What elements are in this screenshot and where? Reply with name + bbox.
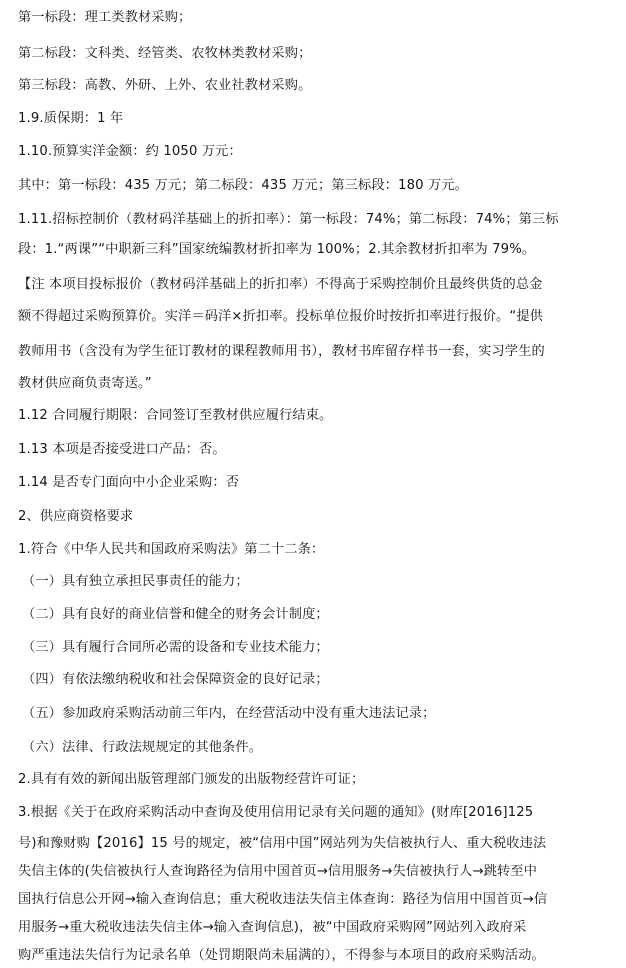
text-line: 失信主体的(失信被执行人查询路径为信用中国首页→信用服务→失信被执行人→跳转至中 [18,864,538,879]
text-line: 1.符合《中华人民共和国政府采购法》第二十二条： [18,542,325,557]
text-line: （二）具有良好的商业信誉和健全的财务会计制度； [22,607,329,622]
text-line: （三）具有履行合同所必需的设备和专业技术能力； [22,640,329,655]
text-line: （一）具有独立承担民事责任的能力； [22,574,249,589]
text-line: 额不得超过采购预算价。实洋＝码洋×折扣率。投标单位报价时按折扣率进行报价。“提供 [18,309,544,324]
text-line: 教师用书（含没有为学生征订教材的课程教师用书），教材书库留存样书一套，实习学生的 [18,344,545,359]
text-line: 1.14 是否专门面向中小企业采购：否 [18,475,240,490]
text-line: 用服务→重大税收违法失信主体→输入查询信息)，被“中国政府采购网”网站列入政府采 [18,920,527,935]
text-line: （四）有依法缴纳税收和社会保障资金的良好记录； [22,672,329,687]
text-line: 号)和豫财购【2016】15 号的规定，被“信用中国”网站列为失信被执行人、重大税收违法 [18,836,547,851]
text-line: 第三标段：高教、外研、上外、农业社教材采购。 [18,78,312,93]
text-line: 1.11.招标控制价（教材码洋基础上的折扣率）：第一标段：74%；第二标段：74%；第三标 [18,212,559,227]
text-line: 3.根据《关于在政府采购活动中查询及使用信用记录有关问题的通知》(财库[2016]125 [18,805,534,820]
text-line: 第二标段：文科类、经管类、农牧林类教材采购； [18,46,312,61]
text-line: 第一标段：理工类教材采购； [18,10,192,25]
text-line: 1.9.质保期：1 年 [18,111,124,126]
text-line: （六）法律、行政法规规定的其他条件。 [22,740,263,755]
text-line: 其中：第一标段：435 万元；第二标段：435 万元；第三标段：180 万元。 [18,178,468,193]
text-line: 2、供应商资格要求 [18,509,134,524]
text-line: 国执行信息公开网→输入查询信息；重大税收违法失信主体查询：路径为信用中国首页→信 [18,892,548,907]
text-line: 1.10.预算实洋金额：约 1050 万元： [18,144,242,159]
text-line: （五）参加政府采购活动前三年内，在经营活动中没有重大违法记录； [22,706,436,721]
text-line: 教材供应商负责寄送。” [18,376,152,391]
text-line: 【注 本项目投标报价（教材码洋基础上的折扣率）不得高于采购控制价且最终供货的总金 [18,277,543,292]
text-line: 购严重违法失信行为记录名单（处罚期限尚未届满的），不得参与本项目的政府采购活动。 [18,948,545,963]
text-line: 1.13 本项是否接受进口产品：否。 [18,442,226,457]
text-line: 2.具有有效的新闻出版管理部门颁发的出版物经营许可证； [18,772,365,787]
text-line: 1.12 合同履行期限：合同签订至教材供应履行结束。 [18,408,333,423]
text-line: 段：1.“两课”“中职新三科”国家统编教材折扣率为 100%；2.其余教材折扣率为 79%。 [18,242,536,257]
